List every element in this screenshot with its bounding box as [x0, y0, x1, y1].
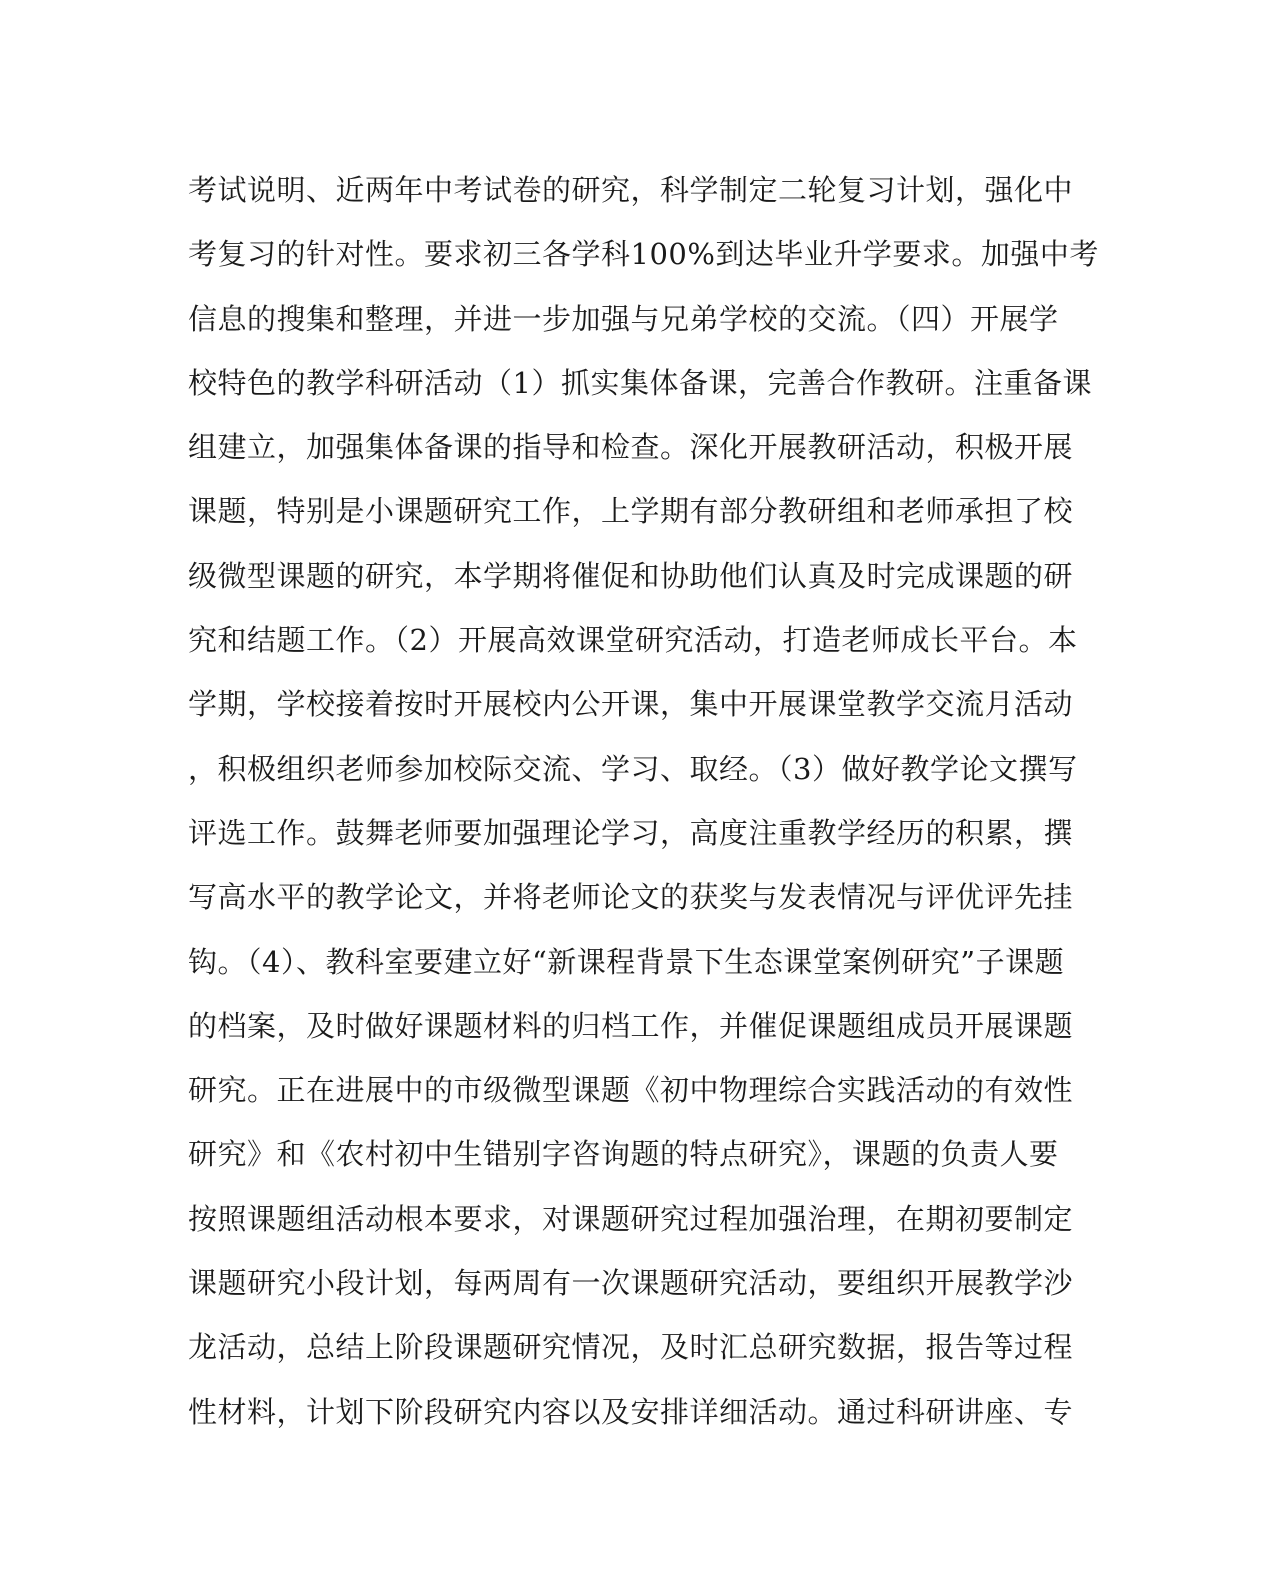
text-line: 研究》和《农村初中生错别字咨询题的特点研究》，课题的负责人要: [188, 1137, 1059, 1172]
text-line: 考试说明、近两年中考试卷的研究，科学制定二轮复习计划，强化中: [188, 173, 1074, 207]
body-text: [188, 158, 1099, 1444]
text-line: 的档案，及时做好课题材料的归档工作，并催促课题组成员开展课题: [188, 1008, 1074, 1043]
text-line: 钩。（4）、教科室要建立好“新课程背景下生态课堂案例研究”子课题: [188, 944, 1065, 979]
text-line: 写高水平的教学论文，并将老师论文的获奖与发表情况与评优评先挂: [188, 880, 1074, 915]
text-line: 按照课题组活动根本要求，对课题研究过程加强治理，在期初要制定: [188, 1201, 1074, 1236]
text-line: 校特色的教学科研活动（1）抓实集体备课，完善合作教研。注重备课: [188, 365, 1092, 400]
text-line: 级微型课题的研究，本学期将催促和协助他们认真及时完成课题的研: [188, 558, 1074, 593]
text-line: 课题研究小段计划，每两周有一次课题研究活动，要组织开展教学沙: [188, 1266, 1074, 1301]
text-line: 组建立，加强集体备课的指导和检查。深化开展教研活动，积极开展: [188, 430, 1074, 465]
text-line: 课题，特别是小课题研究工作，上学期有部分教研组和老师承担了校: [188, 494, 1074, 529]
text-line: 性材料，计划下阶段研究内容以及安排详细活动。通过科研讲座、专: [188, 1394, 1074, 1429]
text-line: 评选工作。鼓舞老师要加强理论学习，高度注重教学经历的积累，撰: [188, 815, 1074, 850]
text-line: 研究。正在进展中的市级微型课题《初中物理综合实践活动的有效性: [188, 1073, 1074, 1108]
text-line: ，积极组织老师参加校际交流、学习、取经。（3）做好教学论文撰写: [188, 751, 1078, 786]
text-line: 考复习的针对性。要求初三各学科100%到达毕业升学要求。加强中考: [188, 237, 1099, 272]
text-line: 究和结题工作。（2）开展高效课堂研究活动，打造老师成长平台。本: [188, 623, 1078, 658]
text-line: 信息的搜集和整理，并进一步加强与兄弟学校的交流。（四）开展学: [188, 301, 1059, 336]
text-line: 龙活动，总结上阶段课题研究情况，及时汇总研究数据，报告等过程: [188, 1330, 1074, 1365]
text-line: 学期，学校接着按时开展校内公开课，集中开展课堂教学交流月活动: [188, 687, 1074, 722]
